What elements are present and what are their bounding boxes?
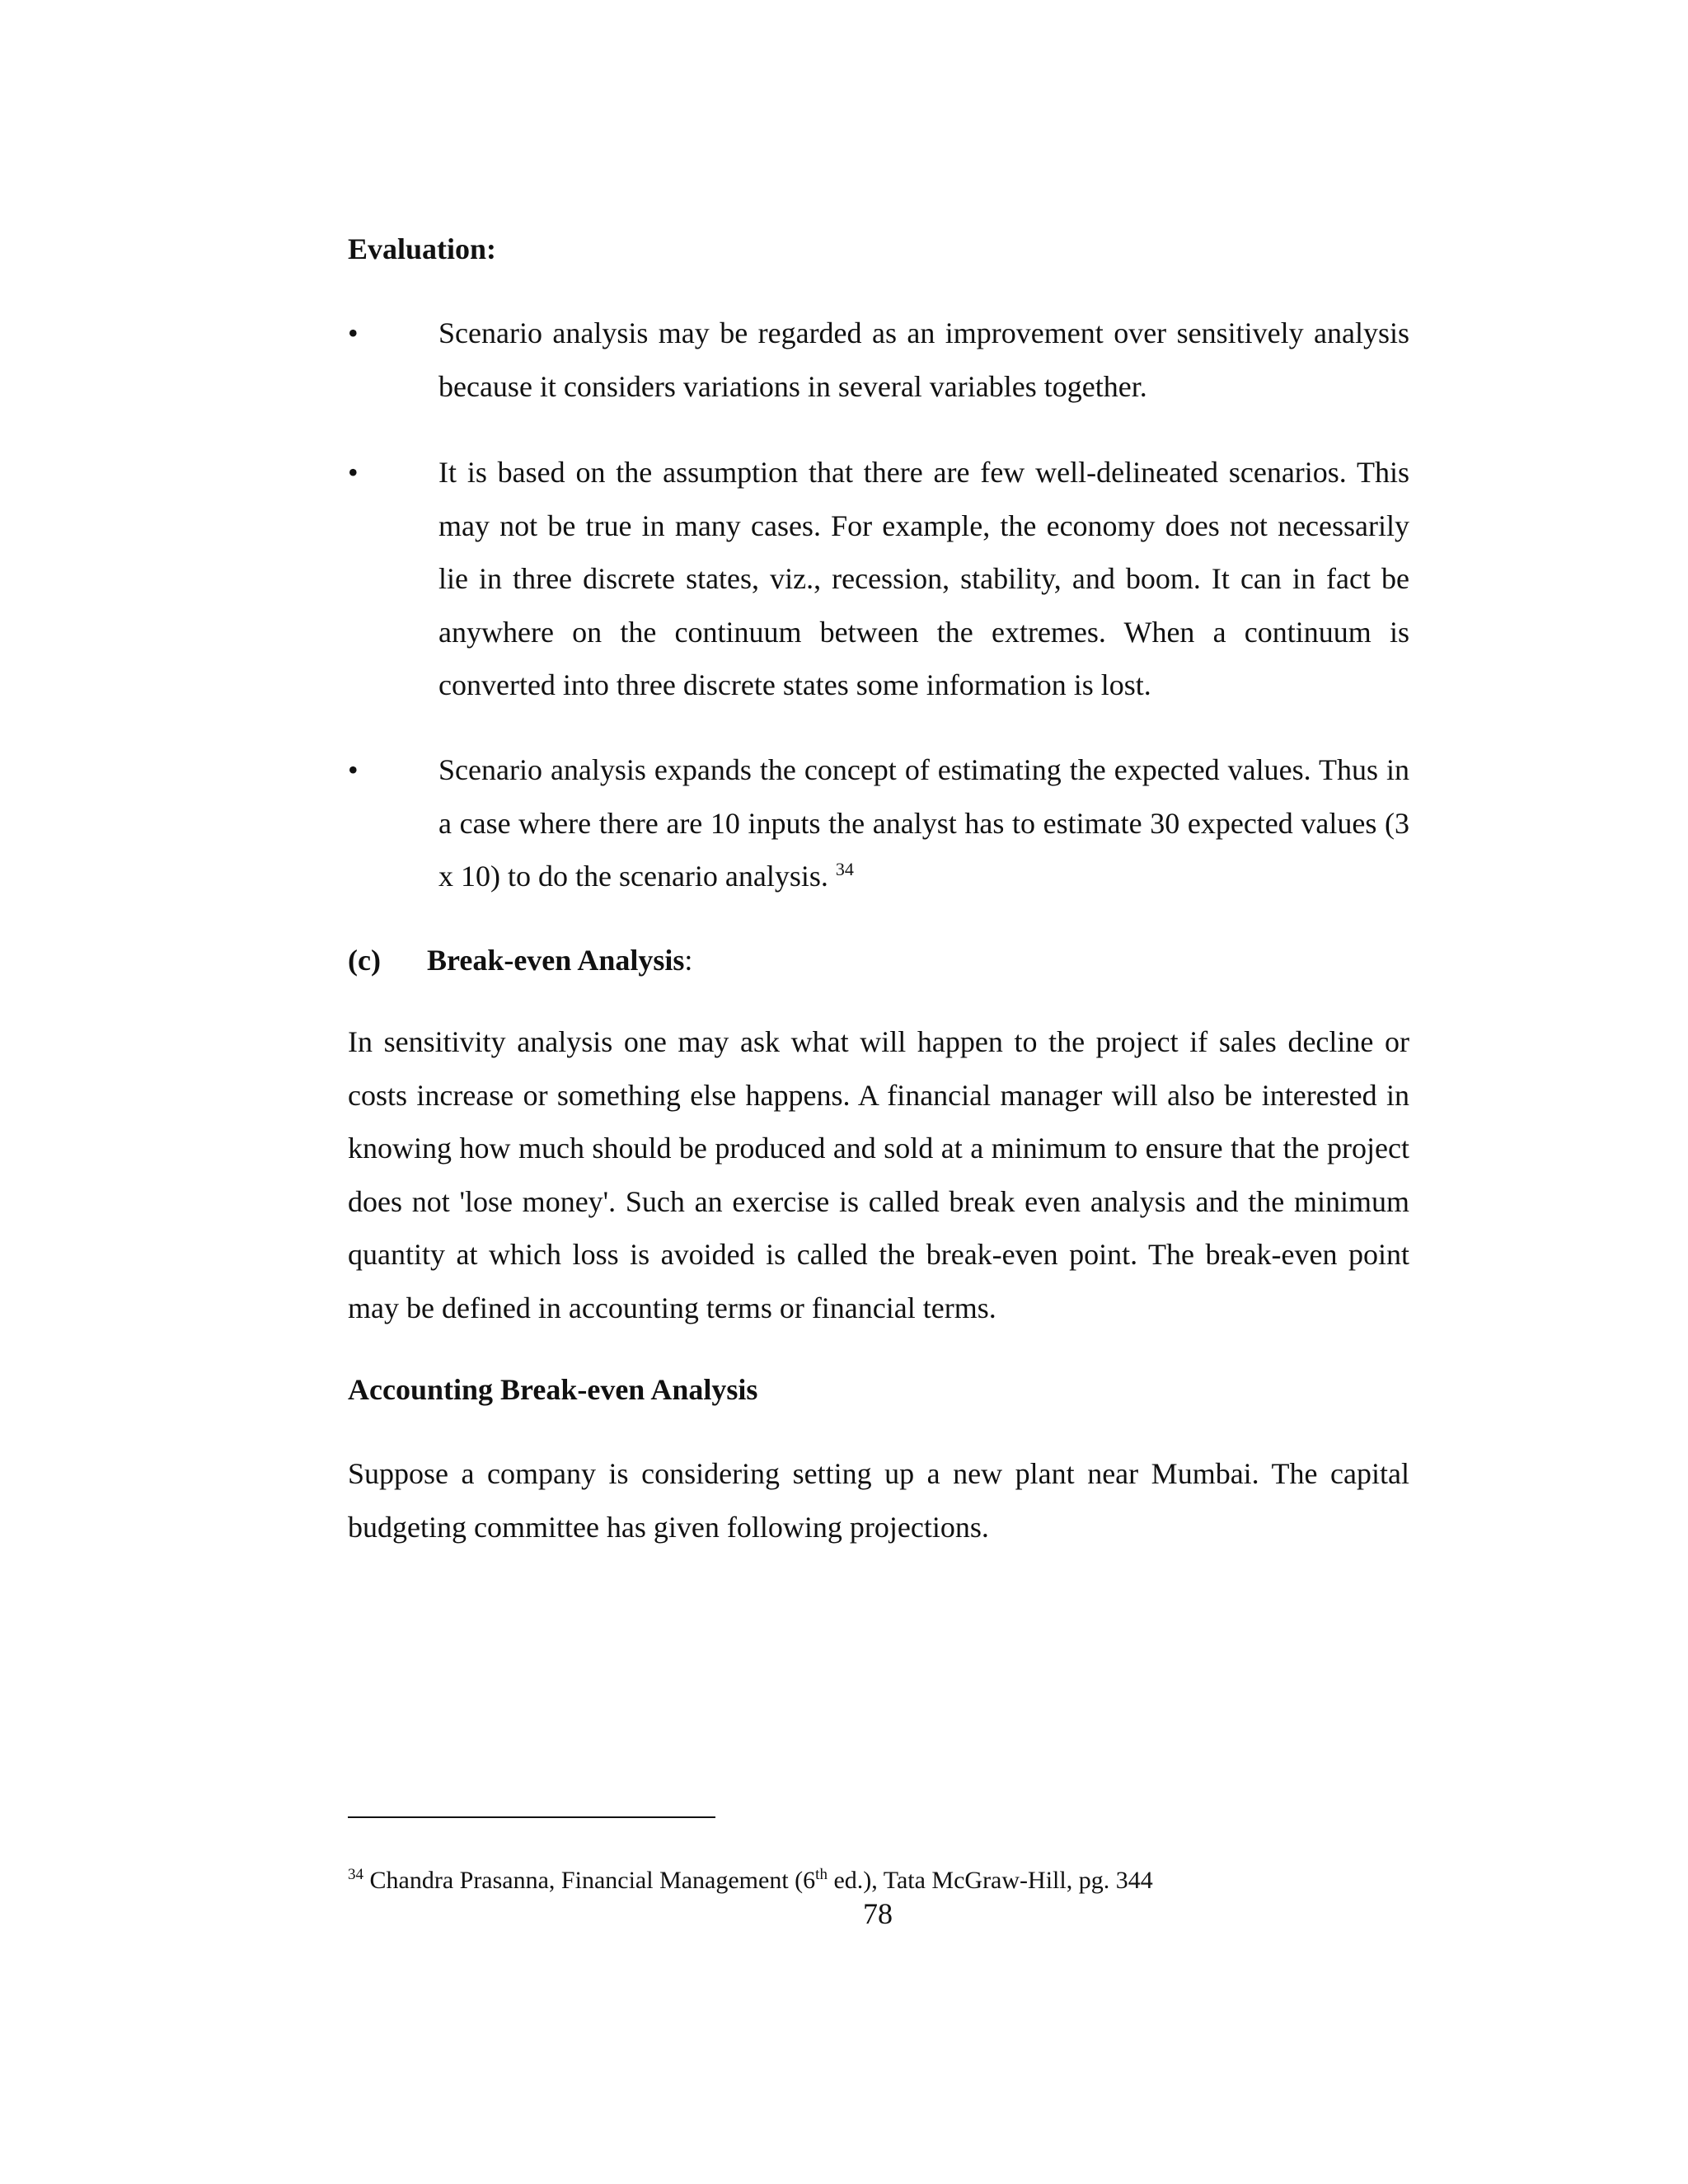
- section-c-heading: [348, 942, 692, 978]
- bullet-marker: •: [348, 753, 359, 786]
- bullet-text: Scenario analysis may be regarded as an improvement over sensitively analysis because it considers variations in several variables together.: [438, 316, 1409, 403]
- section-colon: :: [684, 944, 693, 977]
- evaluation-heading: Evaluation:: [348, 232, 497, 265]
- accounting-heading: Accounting Break-even Analysis: [348, 1373, 758, 1406]
- footnote-text-after: ed.), Tata McGraw-Hill, pg. 344: [827, 1867, 1153, 1894]
- page-number: 78: [863, 1897, 893, 1930]
- paragraph-text: In sensitivity analysis one may ask what will happen to the project if sales decline or costs increase or something else happens. A financial manager will also be interested in knowing how much should be produced and sold at a minimum to ensure that the project does not 'lose money'. Such an exercise is called break even analysis and the minimum quantity at which loss is avoided is called the break-even point. The break-even point may be defined in accounting terms or financial terms.: [348, 1025, 1409, 1324]
- section-title: Break-even Analysis: [427, 944, 685, 977]
- bullet-text-body: Scenario analysis expands the concept of estimating the expected values. Thus in a case where there are 10 inputs the analyst has to estimate 30 expected values (3 x 10) to do the scenario analysis.: [438, 753, 1409, 893]
- footnote-superscript: th: [815, 1866, 828, 1883]
- footnote-text-before: Chandra Prasanna, Financial Management (6: [369, 1867, 816, 1894]
- footnote-number: 34: [348, 1866, 363, 1883]
- paragraph-text: Suppose a company is considering setting up a new plant near Mumbai. The capital budgeting committee has given following projections.: [348, 1457, 1409, 1544]
- accounting-paragraph: [348, 1447, 1409, 1554]
- footnote-reference: 34: [835, 859, 854, 879]
- section-label: (c): [348, 944, 381, 977]
- bullet-text: It is based on the assumption that there are few well-delineated scenarios. This may not be true in many cases. For example, the economy does not necessarily lie in three discrete states, viz., recession, stability, and boom. It can in fact be anywhere on the continuum between the extremes. When a continuum is converted into three discrete states some information is lost.: [438, 456, 1409, 701]
- bullet-marker: •: [348, 316, 359, 349]
- bullet-text: [438, 743, 1409, 903]
- bullet-marker: •: [348, 456, 359, 489]
- break-even-paragraph: [348, 1015, 1409, 1334]
- footnote: [348, 1864, 1153, 1897]
- footnote-separator: [348, 1816, 715, 1818]
